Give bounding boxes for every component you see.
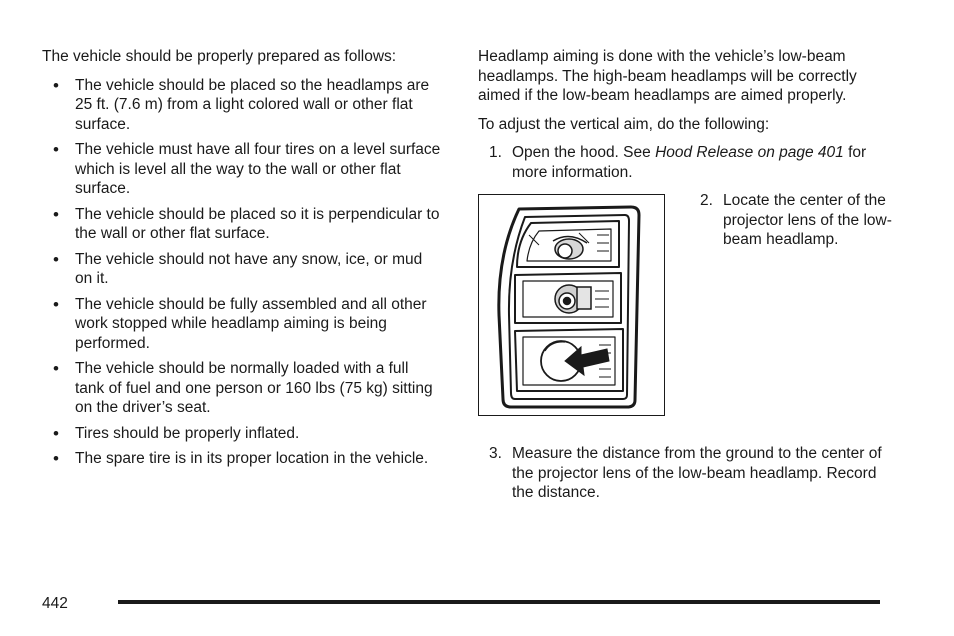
step-text: Locate the center of the projector lens of the low-beam headlamp.	[723, 192, 892, 248]
list-item: • The vehicle should not have any snow, ice, or mud on it.	[42, 250, 442, 289]
step-number: 3.	[489, 445, 502, 462]
right-column	[478, 47, 892, 512]
headlamp-drawing	[479, 195, 663, 414]
step-3	[478, 444, 888, 503]
headlamp-illustration	[478, 194, 665, 416]
step-number: 2.	[700, 192, 713, 209]
aiming-paragraph: Headlamp aiming is done with the vehicle’s low-beam headlamps. The high-beam headlamps will be correctly aimed if the low-beam headlamps are aimed properly.	[478, 48, 857, 104]
list-item: • The spare tire is in its proper location in the vehicle.	[42, 449, 442, 469]
list-item: • The vehicle should be normally loaded with a full tank of fuel and one person or 160 lbs (75 kg) sitting on the driver’s seat.	[42, 359, 442, 418]
step-text: Measure the distance from the ground to the center of the projector lens of the low-beam headlamp. Record the distance.	[512, 445, 882, 501]
list-item: • The vehicle should be placed so it is perpendicular to the wall or other flat surface.	[42, 205, 442, 244]
footer-rule	[118, 600, 880, 604]
step-1	[478, 143, 888, 182]
left-column	[42, 47, 442, 475]
hood-release-reference: Hood Release on page 401	[655, 144, 844, 161]
list-item: • The vehicle must have all four tires on a level surface which is level all the way to the wall or other flat surface.	[42, 140, 442, 199]
step-text: for more information.	[512, 144, 867, 181]
list-item: • Tires should be properly inflated.	[42, 424, 442, 444]
intro-paragraph: The vehicle should be properly prepared as follows:	[42, 48, 397, 65]
preparation-list	[42, 76, 442, 469]
step-number: 1.	[489, 144, 502, 161]
step-2	[689, 191, 923, 250]
figure-row	[478, 192, 892, 444]
vertical-aim-intro: To adjust the vertical aim, do the following:	[478, 115, 770, 133]
page-number: 442	[42, 595, 68, 612]
list-item: • The vehicle should be fully assembled and all other work stopped while headlamp aiming is being performed.	[42, 295, 442, 354]
step-text: Open the hood. See	[512, 144, 656, 161]
list-item: • The vehicle should be placed so the headlamps are 25 ft. (7.6 m) from a light colored wall or other flat surface.	[42, 76, 442, 135]
